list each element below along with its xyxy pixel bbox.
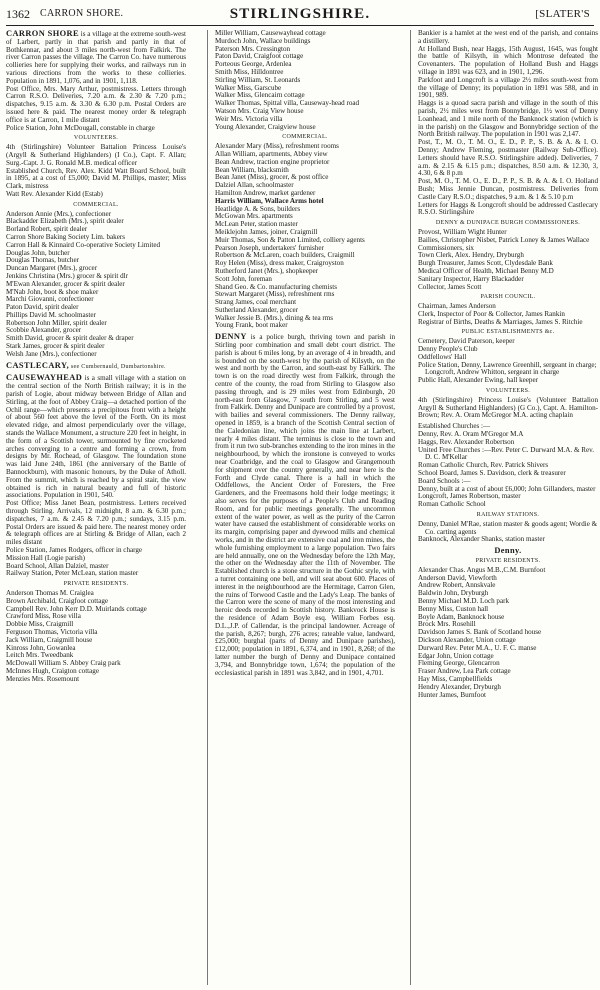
list-item: Weir Mrs. Victoria villa [215, 114, 283, 123]
page-number: 1362 [6, 7, 30, 21]
list-item: Welsh Jane (Mrs.), confectioner [6, 349, 97, 358]
burgh-list [418, 229, 598, 291]
list-item: Chairman, James Anderson [418, 302, 496, 311]
list-item: Stirling William, St. Leonards [215, 75, 301, 84]
list-item: Andrew Robert, Annskvale [418, 581, 496, 590]
list-item: Robertson & McLaren, coach builders, Craigmill [215, 251, 355, 260]
list-item: Banknock, Alexander Shanks, station master [418, 535, 545, 544]
list-item: M'Ewan Alexander, grocer & spirit dealer [6, 279, 125, 288]
police-entry: Police Station, James Rodgers, officer in charge [6, 546, 143, 554]
list-item: Registrar of Births, Deaths & Marriages, James S. Ritchie [418, 317, 583, 326]
list-item: School Board, James S. Davidson, clerk & treasurer [418, 469, 566, 478]
list-item: Meiklejohn James, joiner, Craigmill [215, 227, 318, 236]
list-item: Ferguson Thomas, Victoria villa [6, 627, 98, 636]
place-name: CASTLECARY, [6, 360, 70, 370]
place-name: DENNY [215, 332, 247, 342]
list-item: Menzies Mrs. Rosemount [6, 674, 80, 683]
section-heading: PRIVATE RESIDENTS. [63, 581, 129, 588]
list-item: Hendry Alexander, Dryburgh [418, 682, 501, 691]
place-name: CAUSEWAYHEAD [6, 373, 83, 383]
list-item: Young Frank, boot maker [215, 321, 288, 330]
bankier-entry: Bankier is a hamlet at the west end of the parish, and contains a distillery. [418, 30, 598, 45]
list-item: Scott John, foreman [215, 274, 272, 283]
list-item: Anderson Thomas M. Craiglea [6, 588, 94, 597]
carron-shore-entry [6, 30, 186, 86]
list-item: Anderson Annie (Mrs.), confectioner [6, 209, 111, 218]
churches-list [418, 423, 598, 509]
list-item: Established Churches :— [418, 422, 491, 431]
list-item: Rutherford Janet (Mrs.), shopkeeper [215, 266, 319, 275]
column-divider [207, 30, 208, 985]
list-item: Heatlidge A. & Sons, builders [215, 204, 301, 213]
commercial-list [215, 143, 395, 330]
column-1 [6, 30, 186, 985]
private-residents-list [6, 590, 186, 684]
header-rule [6, 25, 594, 26]
list-item: Davidson James S. Bank of Scotland house [418, 628, 542, 637]
list-item: Bean Andrew, traction engine proprietor [215, 157, 330, 166]
list-item: Denny People's Club [418, 345, 478, 354]
list-item: Crawford Miss, Rose villa [6, 612, 81, 621]
list-item: Durward Rev. Peter M.A., U. F. C. manse [418, 643, 537, 652]
mission-entry: Mission Hall (Logie parish) [6, 553, 86, 562]
list-item: Porteous George, Ardenlea [215, 60, 292, 69]
list-item: Roman Catholic School [418, 500, 486, 509]
page-header [6, 6, 594, 24]
list-item: Walker Miss, Garscube [215, 83, 282, 92]
post-office-entry: Post, T., M. O., T. M. O., E. D., P. P., S. B. & A. & I. O. Denny; Andrew Fleming, postmaster (Railway Sub-Office). Letters should have R.S.O. Stirlingshire added). Deliveries, 7 a.m. & 2.15 & 6.15 p.m.; dispatches, 8.50 a.m. & 12.30, 3, 4.30, 6 & 8 p.m [418, 138, 598, 178]
list-item: Dickson Alexander, Union cottage [418, 635, 516, 644]
castlecary-entry [6, 362, 186, 372]
school-entry: Board School, Allan Dalziel, master [6, 561, 109, 570]
causewayhead-entry [6, 374, 186, 500]
section-heading: COMMERCIAL. [282, 134, 328, 141]
list-item: Haggs, Rev. Alexander Robertson [418, 437, 515, 446]
list-item: Paton David, Craigfoot cottage [215, 52, 304, 61]
list-item: Kinross John, Gowanlea [6, 643, 76, 652]
list-item: Muir Thomas, Son & Patton Limited, colliery agents [215, 235, 365, 244]
list-item: Burgh Treasurer, James Scott, Clydesdale Bank [418, 259, 553, 268]
list-item: Roy Helen (Miss), dress maker, Craigroyston [215, 259, 344, 268]
list-item: Anderson David, Viewforth [418, 573, 497, 582]
denny-entry [215, 333, 395, 677]
private-residents-list [418, 567, 598, 700]
section-heading: VOLUNTEERS. [485, 388, 531, 395]
list-item: Sanitary Inspector, Harry Blackadder [418, 274, 524, 283]
list-item: Marchi Giovanni, confectioner [6, 295, 94, 304]
list-item: Robertson John Miller, spirit dealer [6, 318, 107, 327]
section-heading: DENNY & DUNIPACE BURGH COMMISSIONERS. [435, 220, 581, 227]
list-item: Bailies, Christopher Nisbet, Patrick Loney & James Wallace [418, 235, 590, 244]
volunteers-entry: 4th (Stirlingshire) Volunteer Battalion Princess Louise's (Argyll & Sutherland Highlanders) (I Co.), Capt. F. Allan; Surg.-Capt. J. G. Ronald M.B. medical officer [6, 143, 186, 167]
place-subheading: Denny. [494, 546, 522, 556]
list-item: Paterson Mrs. Cressington [215, 44, 291, 53]
list-item: Walker Miss, Glencairn cottage [215, 91, 305, 100]
list-item: Denny, built at a cost of about £6,000; John Gillanders, master [418, 484, 596, 493]
list-item: Town Clerk, Alex. Hendry, Dryburgh [418, 251, 524, 260]
post-office-entry: Post, M. O., T. M. O., E. D., P. P., S. B. & A. & I. O. Holland Bush; Miss Jennie Duncan, postmistress. Deliveries from Castle Cary R.S.O.; dispatches, 9 a.m. & 1 & 5.10 p.m [418, 177, 598, 201]
list-item: Campbell Rev. John Kerr D.D. Muirlands cottage [6, 604, 147, 613]
list-item: Fraser Andrew, Lea Park cottage [418, 667, 511, 676]
list-item: Longcroft, James Robertson, master [418, 492, 521, 501]
list-item: Benny Miss, Custon hall [418, 604, 489, 613]
list-item: Brock Mrs. Rosehill [418, 620, 476, 629]
list-item: Bean Janet (Miss), grocer, & post office [215, 173, 329, 182]
list-item: Sutherland Alexander, grocer [215, 305, 299, 314]
list-item: Blackadder Elizabeth (Mrs.), spirit dealer [6, 217, 124, 226]
list-item: Walker Thomas, Spittal villa, Causeway-head road [215, 99, 360, 108]
list-item: Provost, William Wight Hunter [418, 227, 507, 236]
list-item: Young Alexander, Craigview house [215, 122, 316, 131]
list-item: Watson Mrs. Craig View house [215, 106, 304, 115]
list-item: Dobbie Miss, Craigmill [6, 620, 74, 629]
list-item: Leitch Mrs. Tweedbank [6, 651, 74, 660]
list-item: United Free Churches :—Rev. Peter C. Durward M.A. & Rev. D. C. M'Kellar [418, 445, 594, 462]
haggs-entry: Haggs is a quoad sacra parish and village in the south of this parish, 2½ miles west from Bonnybridge, 1½ west of Denny Loanhead, and 1 mile north of the Banknock station (which is in the parish) on the Glasgow and Bonnybridge section of the North British railway. The population in 1901 was 2,147. [418, 99, 598, 139]
list-item: Board Schools :— [418, 476, 471, 485]
list-item: Strang James, coal merchant [215, 298, 297, 307]
list-item: Edgar John, Union cottage [418, 651, 494, 660]
place-description: is a small village with a station on the central section of the North British railway; it is in the parish of Logie, about midway between Bridge of Allan and Stirling, at the foot of Abbey Craig—a detached portion of the Ochil range—which presents a precipitous front with a height of about 560 feet above the level of the Forth. On its most elevated ridge, and almost perpendicularly over the village, stands the Wallace Monument, a structure 220 feet in height, in the form of a Scottish tower, surmounted by fine crocketed arches converging to a centre and forming a crown, from designs by Mr. Rochead, of Glasgow. The foundation stone was laid June 24th, 1861 (the anniversary of the Battle of Bannockburn), with masonic honours, by the Duke of Atholl. From the summit, which is reached by a spiral stair, the view obtained is rich in natural beauty and full of historic associations. Population in 1901, 540. [6, 374, 186, 500]
list-item: McLean Peter, station master [215, 220, 298, 229]
parkfoot-entry: Parkfoot and Longcroft is a village 2½ miles south-west from the village of Denny; its population in 1891 was 588, and in 1901, 989. [418, 75, 598, 100]
railway-list [418, 521, 598, 544]
list-item: Fleming George, Glencarron [418, 659, 500, 668]
list-item: Walker Jessie B. (Mrs.), dining & tea rms [215, 313, 334, 322]
cross-reference: see Cumbernauld, Dumbartonshire. [70, 363, 166, 370]
list-item: Jack William, Craigmill house [6, 635, 93, 644]
column-2 [215, 30, 395, 985]
post-office-entry: Post Office; Miss Janet Bean, postmistress. Letters received through Stirling. Arrivals, 12 midnight, 8 a.m. & 6.30 p.m.; dispatches, 7 a.m. & 2.45 & 7.20 p.m.; sundays, 3.15 p.m. Postal Orders are issued & paid here. The nearest money order & telegraph offices are at Stirling & Bridge of Allan, each 2 miles distant [6, 499, 186, 547]
letters-entry: Letters for Haggs & Longcroft should be addressed Castlecary R.S.O. Stirlingshire [418, 200, 598, 217]
school-entry: Established Church, Rev. Alex. Kidd Watt Board School, built in 1895, at a cost of £5,000; David M. Phillips, master; Miss Clark, mistress [6, 166, 186, 191]
page-title: STIRLINGSHIRE. [229, 6, 371, 22]
list-item: Medical Officer of Health, Michael Benny M.D [418, 266, 554, 275]
list-item: McInnes Hugh, Craigton cottage [6, 666, 99, 675]
list-item: McGowan Mrs. apartments [215, 212, 293, 221]
right-running-head: [SLATER'S [535, 8, 590, 20]
list-item: Commissioners, six [418, 243, 474, 252]
list-item: Murdoch John, Wallace buildings [215, 36, 311, 45]
list-item: Denny, Rev. A. Oram M'Gregor M.A [418, 430, 524, 439]
list-item: Stark James, grocer & spirit dealer [6, 342, 105, 351]
list-item: Douglas Thomas, butcher [6, 256, 79, 265]
private-residents-continued [215, 30, 395, 131]
list-item: Benny Michael M.D. Loch park [418, 596, 510, 605]
list-item: Harris William, Wallace Arms hotel [215, 196, 324, 205]
list-item: Shand Geo. & Co. manufacturing chemists [215, 282, 337, 291]
list-item: Baldwin John, Dryburgh [418, 589, 489, 598]
public-list [418, 338, 598, 385]
police-entry: Police Station, John McDougall, constable in charge [6, 123, 155, 132]
place-name: CARRON SHORE [6, 30, 79, 38]
list-item: Stewart Margaret (Miss), refreshment rms [215, 290, 335, 299]
section-heading: PARISH COUNCIL. [480, 294, 536, 301]
list-item: Collector, James Scott [418, 282, 482, 291]
list-item: Cemetery, David Paterson, keeper [418, 337, 515, 346]
list-item: Jenkins Christina (Mrs.) grocer & spirit dlr [6, 271, 128, 280]
clergy-entry: Watt Rev. Alexander Kidd (Estab) [6, 189, 103, 198]
place-description: is a police burgh, thriving town and parish in Stirling poor combination and small debt court district. The parish is about 6 miles long, by an average of 4 in breadth, and is bounded on the south-west by the parish of Kilsyth, on the west and north by the Carron, and south-east by Falkirk. The town is on the road directly west from Falkirk, through the centre of the county, the road from Stirling to Glasgow also passing through, and is 29 miles west from Edinburgh, 20 north-east from Glasgow, 7 south from Stirling, and 5 west from Falkirk. Denny and Dunipace are controlled by a provost, with bailies and several commissioners. The Denny railway, opened in 1859, is a branch of the Scottish Central section of the Caledonian line, which joins the main line at Larbert, nearly 4 miles distant. The terminus is close to the town and from it run two sub-branches extending to the iron mines in the neighbourhood, by which the ironstone is conveyed to works near Coatbridge, and the coal to Glasgow and Grangemouth for shipment over the country generally, and near here is the Forth and Clyde canal. There is a hall in which the Oddfellows, the Ancient Order of Foresters, the Free Gardeners, and the Freemasons hold their lodge meetings; it also serves for the purposes of a People's Club and Reading Room, and for public meetings generally. The uncommon extent of the water power, as well as the purity of the Carron water have caused the establishment of considerable works on its margin, comprising paper and dyewood mills and chemical works, and in the district are extensive coal and iron mines, the whole furnishing employment to a large population. Two fairs are held annually, one on the Wednesday before the 12th May, the other on the Wednesday after the 11th of November. The Established church is a stone structure in the Gothic style, with a turret containing one bell, and will seat about 600. Places of interest in the neighbourhood are the Hermitage, Carron Glen, the ruins of Torwood Castle and the Lady's Leap. The banks of the Carron were the scene of many of the most interesting and heroic deeds recorded in Scottish history. Bankvock House is the residence of Adam Boyle esq. William Forbes esq. D.L.,J.P. of Callendar, is the principal landowner. Acreage of the parish, 8,267; burgh, 276 acres; rateable value, landward, £25,000; burghal (parts of Denny and Dunipace parishes), £12,000; population in 1891, 6,374, and in 1901, 8,268; of the latter number the burgh of Denny and Dunipace contained 3,794, and Bonnybridge town, 1,674; the population of the ecclesiastical parish in 1891 was 3,842, and in 1901, 4,701. [215, 333, 395, 677]
list-item: Boyle Adam, Banknock house [418, 612, 505, 621]
list-item: Alexander Chas. Angus M.B.,C.M. Burnfoot [418, 565, 546, 574]
list-item: Smith David, grocer & spirit dealer & draper [6, 334, 134, 343]
list-item: Allan William, apartments, Abbey view [215, 149, 328, 158]
list-item: Phillips David M. schoolmaster [6, 310, 96, 319]
left-running-head: CARRON SHORE. [40, 8, 124, 19]
section-heading: PUBLIC ESTABLISHMENTS &c. [461, 329, 555, 336]
list-item: Duncan Margaret (Mrs.), grocer [6, 264, 98, 273]
list-item: Paton David, spirit dealer [6, 303, 79, 312]
list-item: Brown Archibald, Craigfoot cottage [6, 596, 109, 605]
list-item: Hamilton Andrew, market gardener [215, 188, 316, 197]
list-item: Smith Miss, Hilldontree [215, 67, 284, 76]
section-heading: COMMERCIAL. [73, 201, 119, 208]
parish-list [418, 303, 598, 326]
section-heading: RAILWAY STATIONS. [476, 512, 540, 519]
list-item: Police Station, Denny, Lawrence Greenhill, sergeant in charge; Longcroft, Andrew Whitton, sergeant in charge [418, 360, 597, 377]
volunteers-entry: 4th (Stirlingshire) Princess Louise's (Volunteer Battalion Argyll & Sutherland Highlanders) (G Co.), Capt. A. Hamilton-Brown; Rev. A. Oram McGregor M.A. acting chaplain [418, 395, 598, 420]
list-item: Alexander Mary (Miss), refreshment rooms [215, 142, 339, 151]
section-heading: PRIVATE RESIDENTS. [475, 558, 541, 564]
list-item: Carron Shore Baking Society Lim. bakers [6, 232, 125, 241]
section-heading: VOLUNTEERS. [73, 135, 119, 142]
list-item: Carron Hall & Kinnaird Co-operative Society Limited [6, 240, 161, 249]
place-description: is a village at the extreme south-west of Larbert, partly in that parish and partly in that of Bothkennar, and about 3 miles north-west from Falkirk. The river Carron passes the village. The Carron Co. have numerous collieries here for supplying their works, and railways run in various directions from the works to these collieries. Population in 1891, 1,076, and in 1901, 1,118. [6, 30, 186, 85]
list-item: Clerk, Inspector of Poor & Collector, James Rankin [418, 309, 565, 318]
list-item: Roman Catholic Church, Rev. Patrick Shivers [418, 461, 549, 470]
list-item: Borland Robert, spirit dealer [6, 225, 88, 234]
list-item: Oddfellows' Hall [418, 352, 467, 361]
commercial-list [6, 211, 186, 359]
holland-bush-entry: At Holland Bush, near Haggs, 15th August, 1645, was fought the battle of Kilsyth, in which Montrose defeated the Covenanters. The population of Holland Bush and Haggs village in 1891 was 623, and in 1901, 1,296. [418, 44, 598, 76]
list-item: Scobbie Alexander, grocer [6, 326, 82, 335]
list-item: M'Nab John, boot & shoe maker [6, 287, 99, 296]
list-item: Douglas John, butcher [6, 248, 70, 257]
railway-entry: Railway Station, Peter McLean, station master [6, 569, 139, 578]
list-item: Public Hall, Alexander Ewing, hall keeper [418, 376, 538, 385]
list-item: Pearson Joseph, undertakers' furnisher [215, 243, 324, 252]
column-3 [418, 30, 598, 985]
column-divider [410, 30, 411, 985]
list-item: Hay Miss, Campbellfields [418, 674, 493, 683]
post-office-entry: Post Office, Mrs. Mary Arthur, postmistress. Letters through Carron R.S.O. Deliveries, 7.20 a.m. & 2.30 & 7.20 p.m.; dispatches, 9.15 a.m. & 3.30 & 6.30 p.m. Postal Orders are issued here & paid. The nearest money order & telegraph office is at Carron, 1 mile distant [6, 84, 186, 124]
list-item: Denny, Daniel M'Rae, station master & goods agent; Wordie & Co. carting agents [418, 519, 598, 536]
list-item: Dalziel Allan, schoolmaster [215, 181, 294, 190]
list-item: Bean William, blacksmith [215, 165, 289, 174]
list-item: Miller William, Causewayhead cottage [215, 30, 326, 37]
list-item: McDowall William S. Abbey Craig park [6, 659, 121, 668]
list-item: Hunter James, Burnfoot [418, 690, 486, 699]
